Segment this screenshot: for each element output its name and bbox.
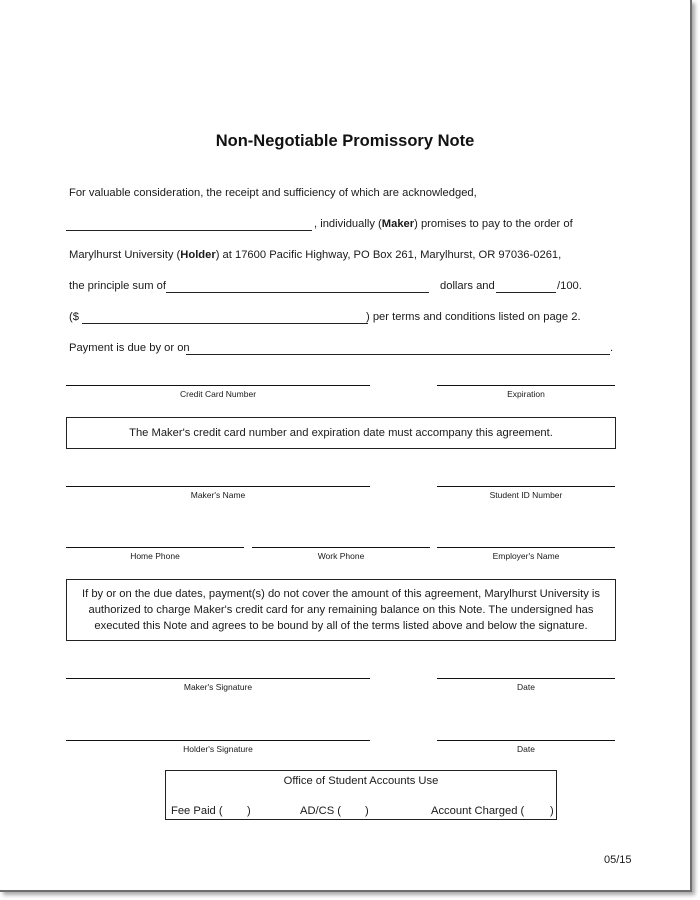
cents-blank[interactable] (496, 292, 556, 293)
form-revision-code: 05/15 (604, 854, 632, 866)
holder-bold: Holder (180, 249, 216, 261)
card-notice-box (66, 417, 616, 449)
home-phone-line[interactable] (66, 547, 244, 548)
holder-date-caption: Date (517, 744, 535, 754)
expiration-caption: Expiration (507, 389, 545, 399)
maker-clause (314, 217, 573, 231)
amount-open: ($ (69, 311, 79, 323)
due-date-blank[interactable] (186, 354, 610, 355)
maker-name-blank[interactable] (66, 230, 312, 231)
document-title: Non-Negotiable Promissory Note (215, 132, 475, 150)
slash-100-label: /100. (557, 280, 582, 292)
maker-bold: Maker (381, 218, 415, 230)
due-period: . (610, 342, 614, 354)
makers-name-line[interactable] (66, 486, 370, 487)
fee-paid-label: Fee Paid ( (171, 805, 223, 817)
holders-signature-caption: Holder's Signature (183, 744, 253, 754)
maker-date-caption: Date (517, 682, 535, 692)
account-charged-close: ) (550, 805, 554, 817)
employers-name-caption: Employer's Name (492, 551, 560, 561)
office-use-title: Office of Student Accounts Use (283, 775, 439, 787)
principle-label: the principle sum of (69, 280, 167, 292)
expiration-line[interactable] (437, 385, 615, 386)
intro-text: For valuable consideration, the receipt and sufficiency of which are acknowledged, (69, 187, 477, 199)
account-charged-label: Account Charged ( (431, 805, 525, 817)
terms-line-3: executed this Note and agrees to be bound by all of the terms listed above and below the signature. (94, 620, 588, 632)
office-use-box (165, 770, 557, 820)
amount-close: ) per terms and conditions listed on page 2. (366, 311, 581, 323)
student-id-caption: Student ID Number (489, 490, 563, 500)
student-id-line[interactable] (437, 486, 615, 487)
holders-signature-line[interactable] (66, 740, 370, 741)
adcs-label: AD/CS ( (300, 805, 342, 817)
principle-sum-blank[interactable] (166, 292, 429, 293)
maker-prefix: , individually ( (314, 218, 382, 230)
holder-prefix: Marylhurst University ( (69, 249, 181, 261)
terms-line-2: authorized to charge Maker's credit card for any remaining balance on this Note. The undersigned has (88, 604, 594, 616)
work-phone-caption: Work Phone (317, 551, 365, 561)
home-phone-caption: Home Phone (130, 551, 180, 561)
credit-card-number-caption: Credit Card Number (179, 389, 257, 399)
holder-suffix: ) at 17600 Pacific Highway, PO Box 261, Marylhurst, OR 97036-0261, (215, 249, 562, 261)
due-label: Payment is due by or on (69, 342, 190, 354)
dollars-and-label: dollars and (440, 280, 495, 292)
card-notice-text: The Maker's credit card number and expiration date must accompany this agreement. (129, 427, 553, 439)
adcs-close: ) (365, 805, 369, 817)
maker-suffix: ) promises to pay to the order of (414, 218, 573, 230)
work-phone-line[interactable] (252, 547, 430, 548)
makers-signature-line[interactable] (66, 678, 370, 679)
makers-signature-caption: Maker's Signature (183, 682, 253, 692)
holder-date-line[interactable] (437, 740, 615, 741)
terms-line-1: If by or on the due dates, payment(s) do not cover the amount of this agreement, Marylhurst University is (82, 588, 600, 600)
amount-blank[interactable] (82, 323, 368, 324)
fee-paid-close: ) (247, 805, 251, 817)
credit-card-number-line[interactable] (66, 385, 370, 386)
holder-clause (69, 248, 561, 262)
maker-date-line[interactable] (437, 678, 615, 679)
employers-name-line[interactable] (437, 547, 615, 548)
terms-box (66, 579, 616, 641)
makers-name-caption: Maker's Name (190, 490, 246, 500)
